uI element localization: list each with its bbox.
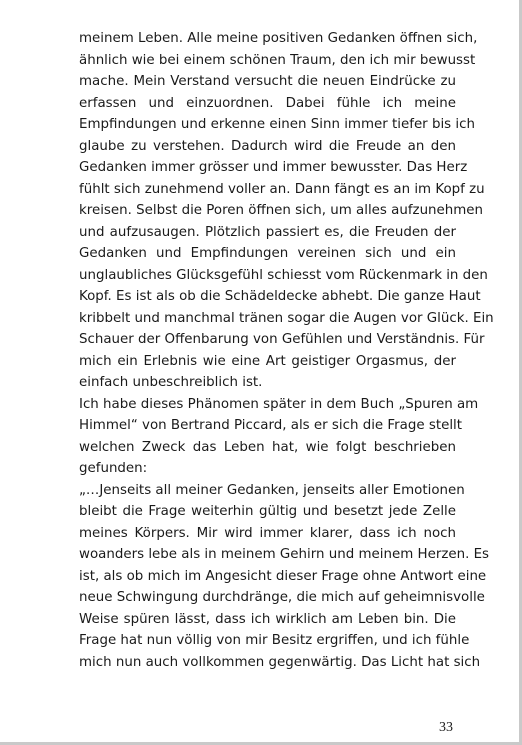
text-line: Himmel“ von Bertrand Piccard, als er sich die Frage stellt <box>79 418 463 433</box>
text-line: unglaubliches Glücksgefühl schiesst vom Rückenmark in den <box>79 267 488 283</box>
text-line: bleibt die Frage weiterhin gültig und besetzt jede Zelle <box>79 504 456 519</box>
text-line: Gedanken und Empfindungen vereinen sich und ein <box>79 246 456 261</box>
text-line: meinem Leben. Alle meine positiven Gedanken öffnen sich, <box>79 31 478 46</box>
page-number: 33 <box>439 720 453 735</box>
text-line: gefunden: <box>79 461 148 476</box>
text-line: „…Jenseits all meiner Gedanken, jenseits aller Emotionen <box>79 482 465 498</box>
text-line: mache. Mein Verstand versucht die neuen Eindrücke zu <box>79 74 456 89</box>
text-line: Frage hat nun völlig von mir Besitz ergriffen, und ich fühle <box>79 633 470 648</box>
text-line: kribbelt und manchmal tränen sogar die Augen vor Glück. Ein <box>79 310 494 326</box>
text-line: Weise spüren lässt, dass ich wirklich am Leben bin. Die <box>79 611 456 627</box>
text-line: neue Schwingung durchdränge, die mich auf geheimnisvolle <box>79 590 485 605</box>
text-line: ist, als ob mich im Angesicht dieser Frage ohne Antwort eine <box>79 568 487 584</box>
text-line: mich nun auch vollkommen gegenwärtig. Das Licht hat sich <box>79 654 481 670</box>
text-line: meines Körpers. Mir wird immer klarer, dass ich noch <box>79 525 456 541</box>
text-line: glaube zu verstehen. Dadurch wird die Freude an den <box>79 138 456 154</box>
text-line: kreisen. Selbst die Poren öffnen sich, um alles aufzunehmen <box>79 203 484 218</box>
text-line: woanders lebe als in meinem Gehirn und meinem Herzen. Es <box>79 547 490 562</box>
text-line: und aufzusaugen. Plötzlich passiert es, die Freuden der <box>79 224 456 240</box>
text-line: Empfindungen und erkenne einen Sinn immer tiefer bis ich <box>79 117 475 132</box>
text-line: Kopf. Es ist als ob die Schädeldecke abhebt. Die ganze Haut <box>79 289 481 304</box>
text-line: erfassen und einzuordnen. Dabei fühle ich meine <box>79 95 456 111</box>
text-line: ähnlich wie bei einem schönen Traum, den ich mir bewusst <box>79 52 476 68</box>
text-line: mich ein Erlebnis wie eine Art geistiger Orgasmus, der <box>79 353 456 369</box>
text-line: Ich habe dieses Phänomen später in dem Buch „Spuren am <box>79 396 479 412</box>
text-line: einfach unbeschreiblich ist. <box>79 375 263 390</box>
text-line: Schauer der Offenbarung von Gefühlen und Verständnis. Für <box>79 332 485 347</box>
body-text <box>79 28 494 673</box>
text-line: Gedanken immer grösser und immer bewusster. Das Herz <box>79 160 468 175</box>
text-line: welchen Zweck das Leben hat, wie folgt beschrieben <box>79 439 456 455</box>
text-line: fühlt sich zunehmend voller an. Dann fängt es an im Kopf zu <box>79 181 485 197</box>
